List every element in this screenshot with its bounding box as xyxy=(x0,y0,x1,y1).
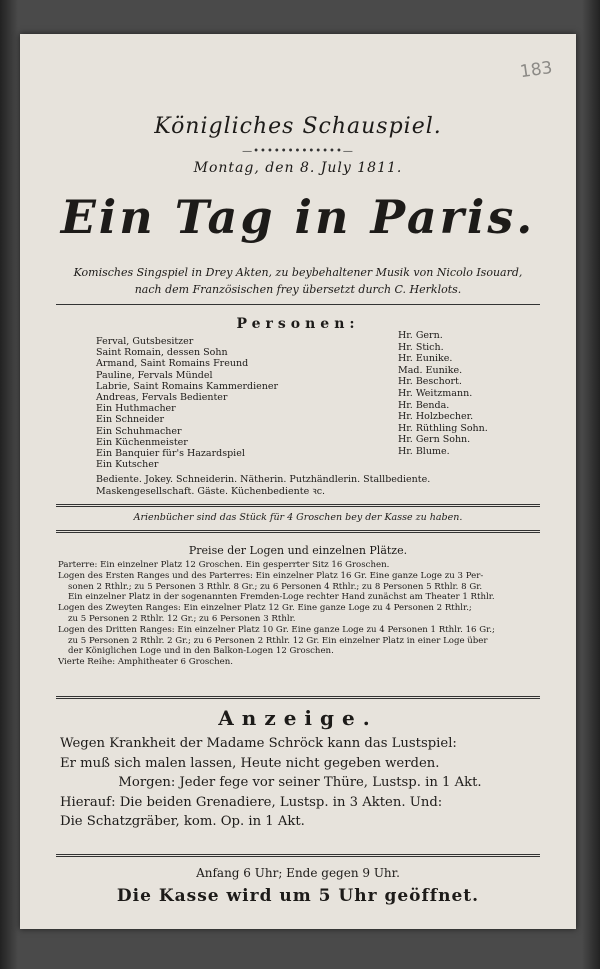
actor-item: Hr. Holzbecher. xyxy=(398,411,474,423)
roles-list xyxy=(96,336,396,470)
cast-heading: Personen: xyxy=(236,316,360,332)
box-office-opening: Die Kasse wird um 5 Uhr geöffnet. xyxy=(116,886,480,906)
actor-item: Hr. Benda. xyxy=(398,399,450,411)
price-line: Parterre: Ein einzelner Platz 12 Groschen. Ein gesperrter Sitz 16 Groschen. xyxy=(58,560,390,570)
actor-item: Hr. Stich. xyxy=(398,341,444,353)
playbill-sheet xyxy=(20,34,576,929)
role-item: Ferval, Gutsbesitzer xyxy=(96,336,194,347)
price-line: Logen des Ersten Ranges und des Parterres: Ein einzelner Platz 16 Gr. Eine ganze Loge zu 3 Per- xyxy=(58,570,484,581)
extras-list xyxy=(96,474,546,497)
prices-heading: Preise der Logen und einzelnen Plätze. xyxy=(188,544,408,557)
actor-item: Hr. Gern. xyxy=(398,330,443,341)
role-item: Andreas, Fervals Bedienter xyxy=(96,392,228,404)
start-time: Anfang 6 Uhr; Ende gegen 9 Uhr. xyxy=(196,866,400,880)
price-line: zu 5 Personen 2 Rthlr. 2 Gr.; zu 6 Personen 2 Rthlr. 12 Gr. Ein einzelner Platz in einer Loge über xyxy=(68,635,488,646)
play-title: Ein Tag in Paris. xyxy=(60,190,536,244)
notice-text xyxy=(60,734,540,832)
archive-mark: 183 xyxy=(518,57,554,83)
notice-line: Er muß sich malen lassen, Heute nicht gegeben werden. xyxy=(60,755,440,771)
play-subtitle-line1: Komisches Singspiel in Drey Akten, zu beybehaltener Musik von Nicolo Isouard, xyxy=(73,266,523,279)
role-item: Ein Huthmacher xyxy=(96,403,176,415)
role-item: Labrie, Saint Romains Kammerdiener xyxy=(96,380,279,392)
notice-heading: Anzeige. xyxy=(218,706,378,730)
price-line: zu 5 Personen 2 Rthlr. 12 Gr.; zu 6 Personen 3 Rthlr. xyxy=(68,613,296,624)
actor-item: Hr. Blume. xyxy=(398,445,450,457)
divider xyxy=(56,854,540,857)
notice-line: Hierauf: Die beiden Grenadiere, Lustsp. in 3 Akten. Und: xyxy=(60,794,443,810)
theatre-name: Königliches Schauspiel. xyxy=(154,114,442,139)
actor-item: Mad. Eunike. xyxy=(398,364,463,376)
play-subtitle-line2: nach dem Französischen frey übersetzt durch C. Herklots. xyxy=(134,283,462,296)
price-line: Logen des Zweyten Ranges: Ein einzelner Platz 12 Gr. Eine ganze Loge zu 4 Personen 2 Rthlr.; xyxy=(58,603,472,614)
prices-list xyxy=(58,560,550,668)
price-line: sonen 2 Rthlr.; zu 5 Personen 3 Rthlr. 8 Gr.; zu 6 Personen 4 Rthlr.; zu 8 Personen 5 Rthlr. 8 Gr. xyxy=(68,581,483,592)
price-line: Ein einzelner Platz in der sogenannten Fremden-Loge rechter Hand zunächst am Theater 1 Rthlr. xyxy=(68,592,495,603)
actor-item: Hr. Rüthling Sohn. xyxy=(398,422,488,434)
notice-line: Morgen: Jeder fege vor seiner Thüre, Lustsp. in 1 Akt. xyxy=(118,775,482,790)
role-item: Ein Schuhmacher xyxy=(96,425,182,437)
libretto-note: Arienbücher sind das Stück für 4 Groschen bey der Kasse zu haben. xyxy=(133,512,463,523)
actor-item: Hr. Weitzmann. xyxy=(398,387,473,399)
actor-item: Hr. Beschort. xyxy=(398,376,462,388)
notice-line: Die Schatzgräber, kom. Op. in 1 Akt. xyxy=(60,814,305,829)
extras-line: Bediente. Jokey. Schneiderin. Nätherin. Putzhändlerin. Stallbediente. xyxy=(96,474,431,485)
role-item: Ein Kutscher xyxy=(96,459,159,471)
performance-date: Montag, den 8. July 1811. xyxy=(193,160,403,176)
role-item: Ein Küchenmeister xyxy=(96,436,188,448)
price-line: Vierte Reihe: Amphitheater 6 Groschen. xyxy=(58,657,233,668)
divider xyxy=(56,530,540,533)
role-item: Ein Banquier für's Hazardspiel xyxy=(96,448,245,460)
price-line: Logen des Dritten Ranges: Ein einzelner Platz 10 Gr. Eine ganze Loge zu 4 Personen 1 Rthlr. 16 Gr.; xyxy=(58,624,495,635)
notice-line: Wegen Krankheit der Madame Schröck kann das Lustspiel: xyxy=(60,736,457,751)
divider xyxy=(56,304,540,305)
role-item: Saint Romain, dessen Sohn xyxy=(96,347,228,359)
divider xyxy=(56,504,540,507)
divider xyxy=(56,696,540,699)
role-item: Armand, Saint Romains Freund xyxy=(96,358,249,370)
price-line: der Königlichen Loge und in den Balkon-Logen 12 Groschen. xyxy=(68,646,334,657)
actor-item: Hr. Eunike. xyxy=(398,353,453,365)
actors-list xyxy=(398,330,548,458)
extras-line: Maskengesellschaft. Gäste. Küchenbediente ꝛc. xyxy=(96,485,326,497)
ornament-rule: —•••••••••••••— xyxy=(242,146,354,157)
actor-item: Hr. Gern Sohn. xyxy=(398,434,471,446)
role-item: Ein Schneider xyxy=(96,414,165,426)
role-item: Pauline, Fervals Mündel xyxy=(96,369,213,381)
